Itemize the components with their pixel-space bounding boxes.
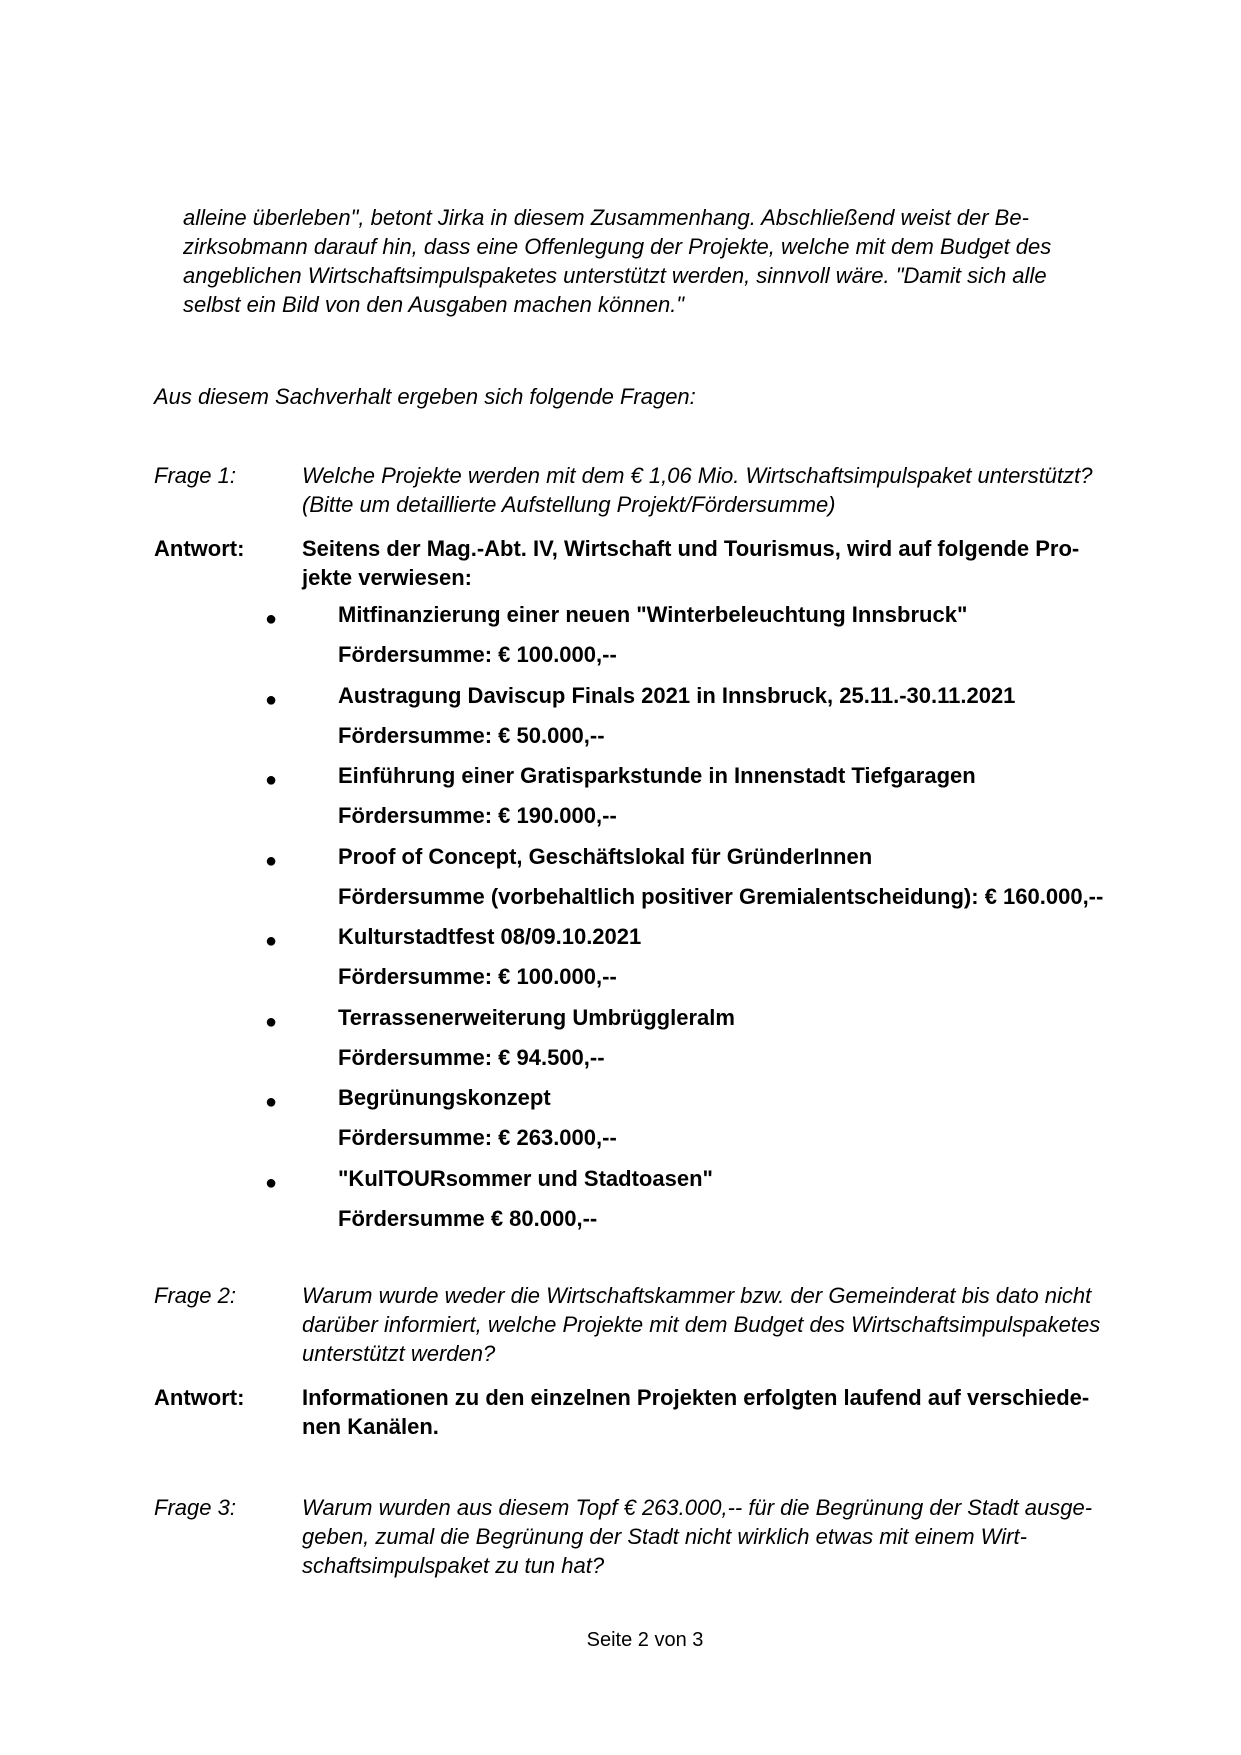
page-number: Seite 2 von 3 xyxy=(586,1629,704,1651)
question-line: geben, zumal die Begrünung der Stadt nicht wirklich etwas mit einem Wirt- xyxy=(302,1524,1027,1549)
question-text xyxy=(302,461,1241,519)
intro-text: Aus diesem Sachverhalt ergeben sich folgende Fragen: xyxy=(154,384,696,409)
answer-line: jekte verwiesen: xyxy=(302,565,472,590)
answer-line: Informationen zu den einzelnen Projekten erfolgten laufend auf verschiede- xyxy=(302,1385,1090,1410)
list-item xyxy=(265,1003,1202,1084)
quote-line: zirksobmann darauf hin, dass eine Offenlegung der Projekte, welche mit dem Budget des xyxy=(183,234,1052,259)
list-item xyxy=(265,681,1202,762)
bullet-icon: ● xyxy=(265,608,278,630)
project-sum: Fördersumme: € 263.000,-- xyxy=(338,1125,617,1150)
project-sum: Fördersumme: € 100.000,-- xyxy=(338,642,617,667)
project-name: Einführung einer Gratisparkstunde in Innenstadt Tiefgaragen xyxy=(338,763,976,788)
list-item xyxy=(265,842,1202,923)
project-name: Austragung Daviscup Finals 2021 in Innsbruck, 25.11.-30.11.2021 xyxy=(338,682,1016,708)
question-line: schaftsimpulspaket zu tun hat? xyxy=(302,1553,605,1578)
question-text xyxy=(302,1281,1241,1368)
project-list xyxy=(265,600,1202,1244)
quote-line: angeblichen Wirtschaftsimpulspaketes unterstützt werden, sinnvoll wäre. "Damit sich alle xyxy=(183,263,1047,288)
project-name: Mitfinanzierung einer neuen "Winterbeleuchtung Innsbruck" xyxy=(338,602,968,627)
project-name: Kulturstadtfest 08/09.10.2021 xyxy=(338,924,642,949)
question-line: unterstützt werden? xyxy=(302,1341,496,1366)
project-sum: Fördersumme: € 50.000,-- xyxy=(338,722,605,748)
project-name: Proof of Concept, Geschäftslokal für GründerInnen xyxy=(338,843,873,869)
bullet-icon: ● xyxy=(265,769,278,791)
question-line: darüber informiert, welche Projekte mit dem Budget des Wirtschaftsimpulspaketes xyxy=(302,1312,1101,1337)
project-sum: Fördersumme € 80.000,-- xyxy=(338,1205,598,1231)
bullet-icon: ● xyxy=(265,688,278,711)
list-item xyxy=(265,1164,1202,1245)
list-item xyxy=(265,922,1202,1003)
bullet-icon: ● xyxy=(265,1010,278,1033)
bullet-icon: ● xyxy=(265,1091,278,1113)
list-item xyxy=(265,600,1202,681)
quote-line: alleine überleben", betont Jirka in diesem Zusammenhang. Abschließend weist der Be- xyxy=(183,205,1029,230)
bullet-icon: ● xyxy=(265,930,278,952)
question-label: Frage 1: xyxy=(154,463,236,488)
question-line: Warum wurde weder die Wirtschaftskammer bzw. der Gemeinderat bis dato nicht xyxy=(302,1283,1092,1308)
quote-paragraph xyxy=(183,203,1143,319)
answer-label: Antwort: xyxy=(154,536,245,561)
question-line: Warum wurden aus diesem Topf € 263.000,-- für die Begrünung der Stadt ausge- xyxy=(302,1495,1093,1520)
project-sum: Fördersumme: € 190.000,-- xyxy=(338,803,617,828)
bullet-icon: ● xyxy=(265,849,278,872)
question-line: Welche Projekte werden mit dem € 1,06 Mio. Wirtschaftsimpulspaket unterstützt? xyxy=(302,463,1093,488)
question-text xyxy=(302,1493,1241,1580)
answer-text xyxy=(302,1383,1241,1441)
list-item xyxy=(265,1083,1202,1164)
project-name: Terrassenerweiterung Umbrüggleralm xyxy=(338,1004,735,1030)
project-sum: Fördersumme: € 94.500,-- xyxy=(338,1044,605,1070)
project-sum: Fördersumme (vorbehaltlich positiver Gremialentscheidung): € 160.000,-- xyxy=(338,883,1104,909)
answer-label: Antwort: xyxy=(154,1385,245,1410)
project-sum: Fördersumme: € 100.000,-- xyxy=(338,964,617,989)
question-label: Frage 2: xyxy=(154,1283,236,1308)
question-label: Frage 3: xyxy=(154,1495,236,1520)
list-item xyxy=(265,761,1202,842)
question-line: (Bitte um detaillierte Aufstellung Projekt/Fördersumme) xyxy=(302,492,836,517)
project-name: Begrünungskonzept xyxy=(338,1085,551,1110)
project-name: "KulTOURsommer und Stadtoasen" xyxy=(338,1165,713,1191)
answer-line: Seitens der Mag.-Abt. IV, Wirtschaft und Tourismus, wird auf folgende Pro- xyxy=(302,536,1080,561)
answer-line: nen Kanälen. xyxy=(302,1414,439,1439)
quote-line: selbst ein Bild von den Ausgaben machen können." xyxy=(183,292,685,317)
answer-text xyxy=(302,534,1241,592)
bullet-icon: ● xyxy=(265,1171,278,1194)
